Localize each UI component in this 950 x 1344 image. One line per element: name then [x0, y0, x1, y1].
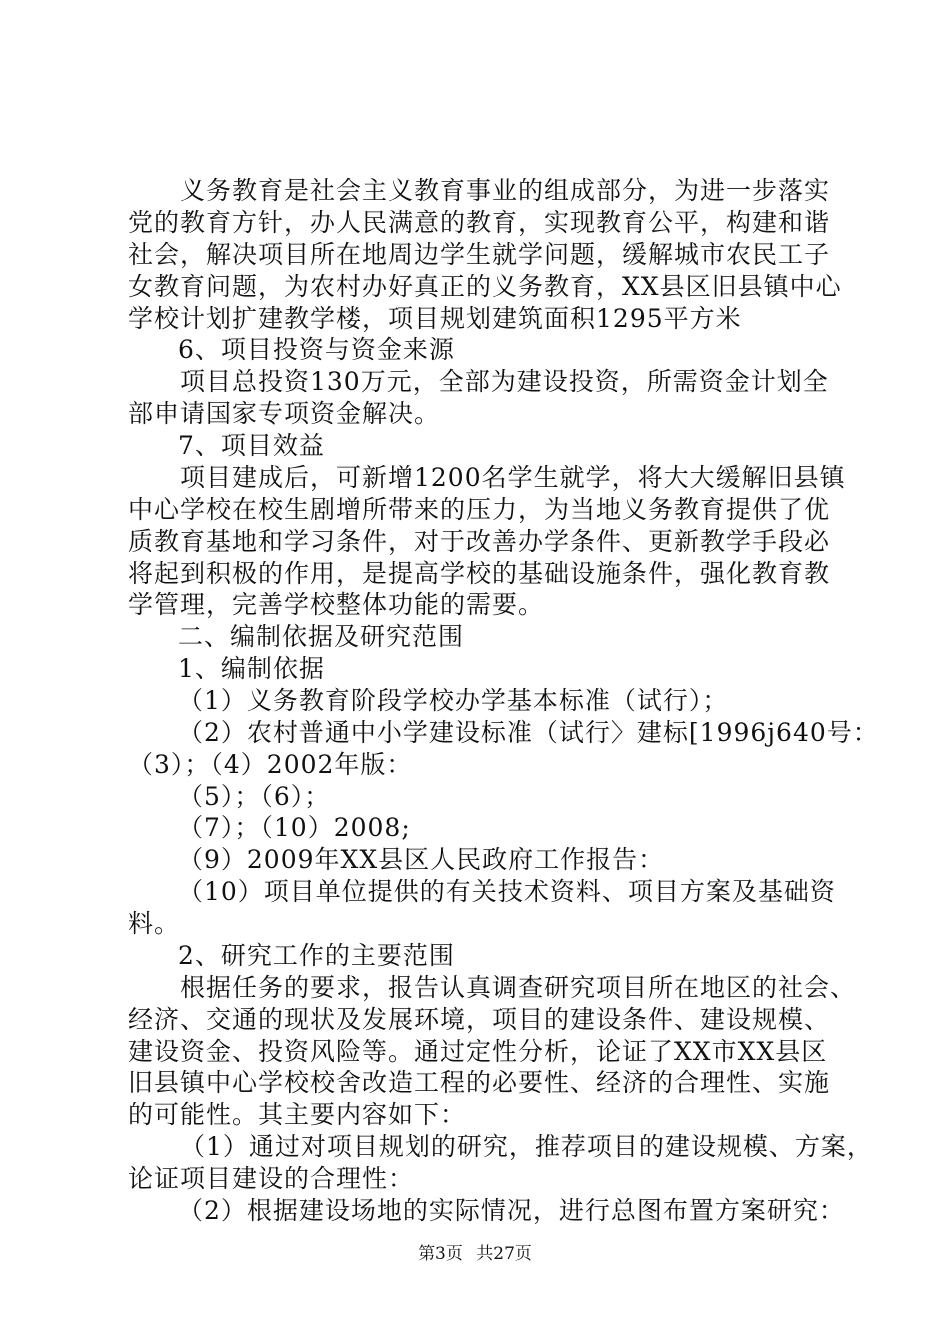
list-item: （10）项目单位提供的有关技术资料、项目方案及基础资: [178, 877, 836, 906]
list-item: （1）义务教育阶段学校办学基本标准（试行）；: [178, 686, 729, 715]
paragraph-line: 根据任务的要求，报告认真调查研究项目所在地区的社会、: [180, 973, 857, 1002]
list-item: （3）；（4）2002年版：: [128, 750, 413, 779]
paragraph-line: 部申请国家专项资金解决。: [128, 399, 441, 428]
section-heading: 7、项目效益: [178, 431, 325, 460]
paragraph-line: 旧县镇中心学校校舍改造工程的必要性、经济的合理性、实施: [128, 1068, 831, 1097]
paragraph-line: 学校计划扩建教学楼，项目规划建筑面积1295平方米: [128, 304, 742, 333]
list-item: （2）根据建设场地的实际情况，进行总图布置方案研究：: [178, 1196, 845, 1225]
paragraph-line: 社会，解决项目所在地周边学生就学问题，缓解城市农民工子: [128, 240, 831, 269]
list-item: 料。: [128, 909, 181, 938]
section-heading: 6、项目投资与资金来源: [178, 335, 455, 364]
page-footer: [0, 1239, 950, 1264]
list-item: 论证项目建设的合理性：: [128, 1164, 415, 1193]
section-heading: 1、编制依据: [178, 654, 325, 683]
paragraph-line: 中心学校在校生剧增所带来的压力，为当地义务教育提供了优: [128, 495, 831, 524]
paragraph-line: 建设资金、投资风险等。通过定性分析，论证了XX市XX县区: [128, 1037, 828, 1066]
paragraph-line: 项目建成后，可新增1200名学生就学，将大大缓解旧县镇: [180, 463, 846, 492]
section-heading: 2、研究工作的主要范围: [178, 941, 455, 970]
paragraph-line: 义务教育是社会主义教育事业的组成部分，为进一步落实: [180, 176, 831, 205]
list-item: （5）；（6）；: [178, 782, 331, 811]
paragraph-line: 的可能性。其主要内容如下：: [128, 1100, 467, 1129]
paragraph-line: 党的教育方针，办人民满意的教育，实现教育公平，构建和谐: [128, 208, 831, 237]
paragraph-line: 女教育问题，为农村办好真正的义务教育，XX县区旧县镇中心: [128, 272, 842, 301]
paragraph-line: 将起到积极的作用，是提高学校的基础设施条件，强化教育教: [128, 559, 831, 588]
list-item: （2）农村普通中小学建设标准（试行〉建标[1996j640号：: [178, 718, 879, 747]
list-item: （7）；（10）2008;: [178, 813, 411, 842]
page-number: 第3页: [418, 1244, 463, 1264]
page-total: 共27页: [476, 1244, 532, 1264]
paragraph-line: 质教育基地和学习条件，对于改善办学条件、更新教学手段必: [128, 527, 831, 556]
paragraph-line: 项目总投资130万元，全部为建设投资，所需资金计划全: [180, 367, 829, 396]
paragraph-line: 学管理，完善学校整体功能的需要。: [128, 590, 545, 619]
list-item: （9）2009年XX县区人民政府工作报告：: [178, 845, 665, 874]
section-heading: 二、编制依据及研究范围: [178, 622, 465, 651]
list-item: （1）通过对项目规划的研究，推荐项目的建设规模、方案，: [180, 1132, 873, 1161]
paragraph-line: 经济、交通的现状及发展环境，项目的建设条件、建设规模、: [128, 1005, 831, 1034]
